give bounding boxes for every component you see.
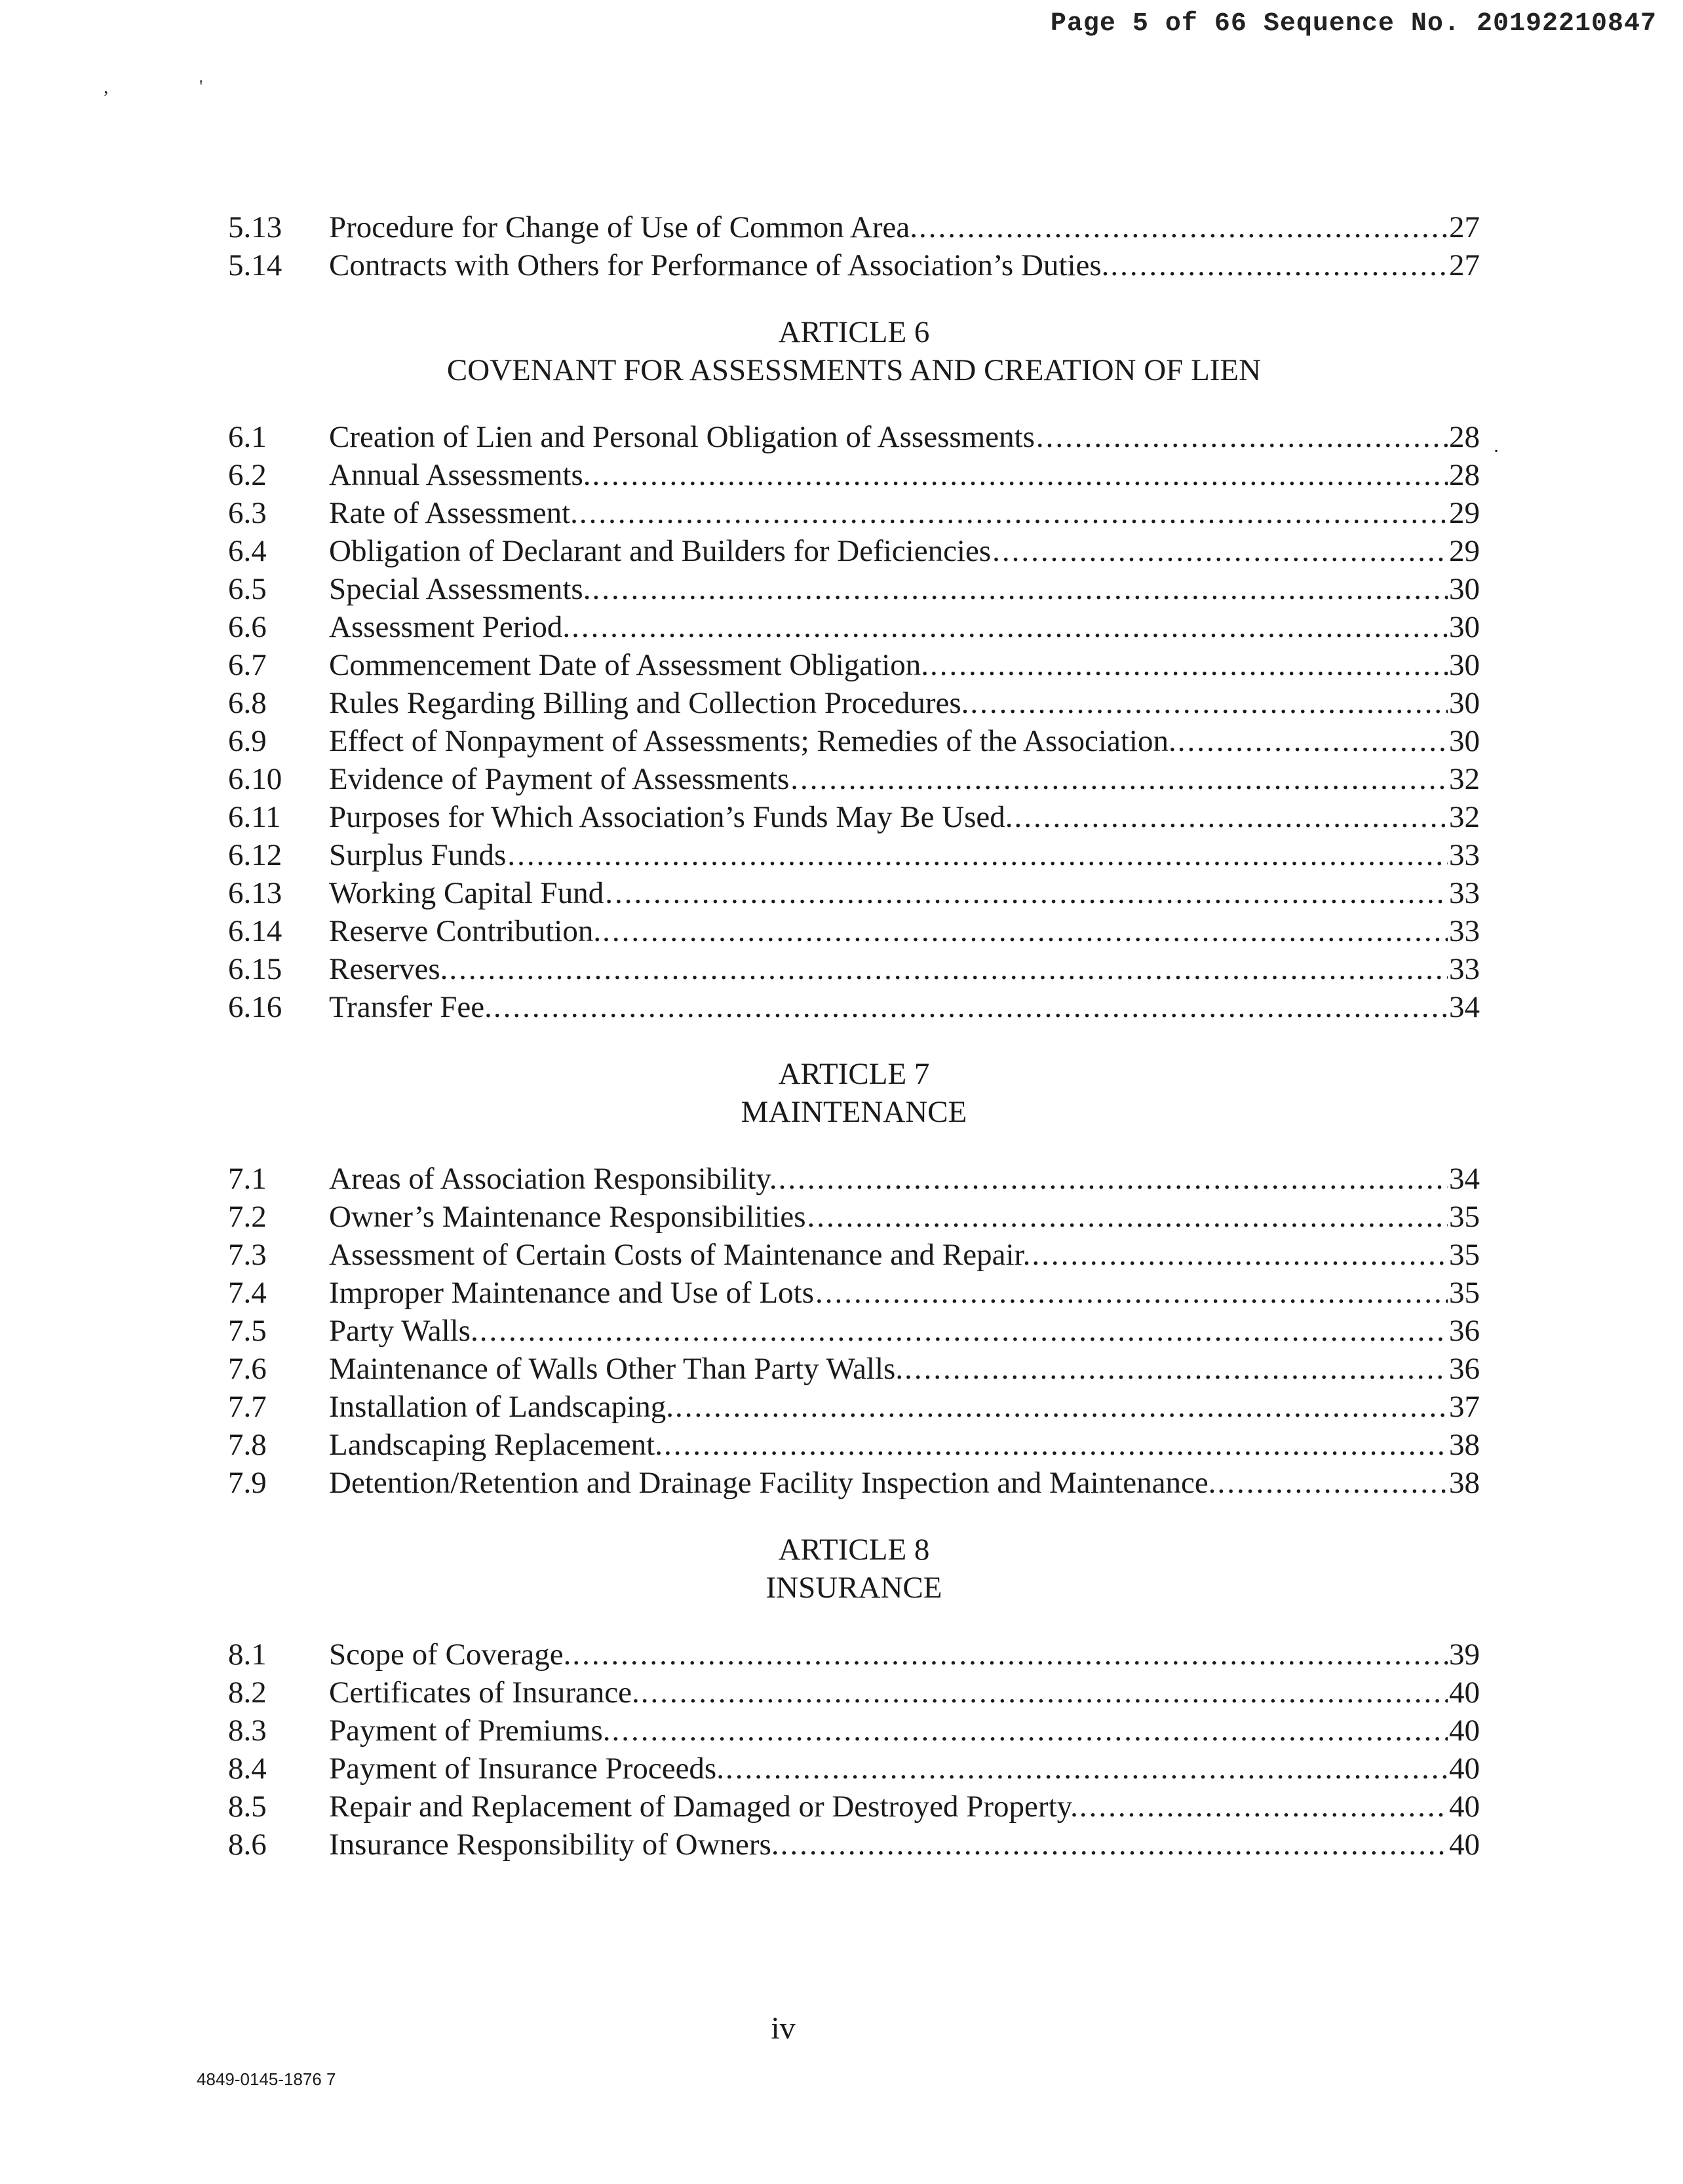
toc-entry-page: 38 bbox=[1449, 1466, 1480, 1500]
toc-entry-page: 36 bbox=[1449, 1352, 1480, 1386]
toc-entry-page: 27 bbox=[1449, 210, 1480, 244]
toc-entry-title: Evidence of Payment of Assessments bbox=[329, 762, 790, 796]
toc-entry-number: 6.10 bbox=[228, 762, 282, 796]
toc-entry-page: 35 bbox=[1449, 1200, 1480, 1234]
toc-entry-page: 28 bbox=[1449, 420, 1480, 454]
article-title: INSURANCE bbox=[765, 1571, 942, 1605]
toc-entry bbox=[228, 208, 1480, 246]
toc-dot-leader bbox=[919, 208, 1448, 246]
toc-entry-title: Procedure for Change of Use of Common Area. bbox=[329, 210, 918, 244]
toc-entry-number: 7.2 bbox=[228, 1200, 267, 1234]
toc-entry-number: 7.1 bbox=[228, 1162, 267, 1196]
toc-entry-title: Assessment of Certain Costs of Maintenance and Repair. bbox=[329, 1238, 1031, 1272]
toc-entry-title: Detention/Retention and Drainage Facility Inspection and Maintenance. bbox=[329, 1466, 1216, 1500]
toc-entry-number: 6.16 bbox=[228, 990, 282, 1024]
toc-entry-title: Owner’s Maintenance Responsibilities bbox=[329, 1200, 806, 1234]
toc-entry-title: Rate of Assessment. bbox=[329, 496, 578, 530]
toc-entry-page: 27 bbox=[1449, 248, 1480, 282]
toc-entry bbox=[228, 1826, 1480, 1864]
toc-entry bbox=[228, 988, 1480, 1026]
toc-entry-number: 6.9 bbox=[228, 724, 267, 758]
toc-entry bbox=[228, 1674, 1480, 1712]
toc-entry-number: 6.13 bbox=[228, 876, 282, 910]
toc-entry-page: 40 bbox=[1449, 1828, 1480, 1862]
toc-entry-page: 30 bbox=[1449, 610, 1480, 644]
toc-entry-number: 5.14 bbox=[228, 248, 282, 282]
toc-entry bbox=[228, 684, 1480, 722]
article-heading bbox=[228, 1055, 1480, 1131]
toc-entry-page: 40 bbox=[1449, 1676, 1480, 1710]
toc-entry bbox=[228, 760, 1480, 798]
toc-dot-leader bbox=[592, 456, 1448, 494]
article-title: MAINTENANCE bbox=[741, 1095, 967, 1129]
toc-entry-number: 6.1 bbox=[228, 420, 267, 454]
toc-dot-leader bbox=[1217, 1464, 1448, 1502]
toc-entry-title: Contracts with Others for Performance of Association’s Duties. bbox=[329, 248, 1110, 282]
toc-entry-page: 36 bbox=[1449, 1314, 1480, 1348]
toc-entry-number: 6.6 bbox=[228, 610, 267, 644]
toc-entry-page: 33 bbox=[1449, 914, 1480, 948]
toc-dot-leader bbox=[579, 494, 1448, 532]
toc-entry-title: Maintenance of Walls Other Than Party Walls. bbox=[329, 1352, 904, 1386]
toc-entry-page: 30 bbox=[1449, 686, 1480, 720]
toc-entry-title: Annual Assessments. bbox=[329, 458, 591, 492]
toc-entry-page: 39 bbox=[1449, 1638, 1480, 1672]
toc-entry bbox=[228, 1426, 1480, 1464]
toc-entry-number: 7.5 bbox=[228, 1314, 267, 1348]
toc-entry bbox=[228, 1312, 1480, 1350]
toc-entry bbox=[228, 1160, 1480, 1198]
toc-entry-page: 35 bbox=[1449, 1238, 1480, 1272]
toc-entry-title: Special Assessments. bbox=[329, 572, 591, 606]
toc-entry-title: Effect of Nonpayment of Assessments; Remedies of the Association. bbox=[329, 724, 1176, 758]
toc-entry bbox=[228, 722, 1480, 760]
toc-entry bbox=[228, 570, 1480, 608]
toc-dot-leader bbox=[904, 1350, 1448, 1388]
page-number: iv bbox=[771, 2011, 796, 2046]
toc-entry-title: Repair and Replacement of Damaged or Destroyed Property. bbox=[329, 1790, 1078, 1824]
toc-entry-page: 40 bbox=[1449, 1790, 1480, 1824]
toc-dot-leader bbox=[815, 1274, 1448, 1312]
toc-dot-leader bbox=[930, 646, 1448, 684]
toc-entry bbox=[228, 1464, 1480, 1502]
toc-entry-number: 5.13 bbox=[228, 210, 282, 244]
toc-entry-title: Reserve Contribution. bbox=[329, 914, 602, 948]
toc-entry-page: 37 bbox=[1449, 1390, 1480, 1424]
toc-dot-leader bbox=[992, 532, 1448, 570]
toc-entry bbox=[228, 1236, 1480, 1274]
toc-dot-leader bbox=[1079, 1788, 1448, 1826]
scan-speck-right: ' bbox=[199, 76, 203, 98]
toc-dot-leader bbox=[1178, 722, 1448, 760]
article-title: COVENANT FOR ASSESSMENTS AND CREATION OF LIEN bbox=[446, 353, 1262, 387]
toc-entry-page: 29 bbox=[1449, 496, 1480, 530]
toc-entry-page: 28 bbox=[1449, 458, 1480, 492]
toc-entry-number: 8.5 bbox=[228, 1790, 267, 1824]
toc-entry-number: 8.4 bbox=[228, 1752, 267, 1786]
toc-dot-leader bbox=[605, 874, 1448, 912]
toc-entry-title: Improper Maintenance and Use of Lots bbox=[329, 1276, 814, 1310]
toc-dot-leader bbox=[1036, 418, 1448, 456]
toc-entry-title: Certificates of Insurance. bbox=[329, 1676, 640, 1710]
toc-entry bbox=[228, 1788, 1480, 1826]
toc-entry-number: 6.7 bbox=[228, 648, 267, 682]
toc-entry-page: 30 bbox=[1449, 572, 1480, 606]
toc-dot-leader bbox=[781, 1826, 1448, 1864]
toc-entry-number: 6.5 bbox=[228, 572, 267, 606]
toc-entry-number: 7.4 bbox=[228, 1276, 267, 1310]
toc-entry bbox=[228, 246, 1480, 284]
table-of-contents bbox=[228, 208, 1480, 1864]
toc-entry-number: 8.2 bbox=[228, 1676, 267, 1710]
toc-entry-page: 38 bbox=[1449, 1428, 1480, 1462]
toc-dot-leader bbox=[480, 1312, 1448, 1350]
toc-entry-page: 30 bbox=[1449, 648, 1480, 682]
toc-entry-title: Obligation of Declarant and Builders for Deficiencies bbox=[329, 534, 992, 568]
toc-entry bbox=[228, 646, 1480, 684]
toc-entry bbox=[228, 608, 1480, 646]
toc-entry-number: 6.8 bbox=[228, 686, 267, 720]
sequence-stamp: Page 5 of 66 Sequence No. 20192210847 bbox=[1050, 9, 1657, 39]
toc-entry-page: 29 bbox=[1449, 534, 1480, 568]
toc-entry bbox=[228, 1388, 1480, 1426]
toc-entry bbox=[228, 532, 1480, 570]
toc-entry-page: 30 bbox=[1449, 724, 1480, 758]
toc-entry-title: Installation of Landscaping. bbox=[329, 1390, 674, 1424]
toc-entry bbox=[228, 1636, 1480, 1674]
toc-entry-page: 34 bbox=[1449, 1162, 1480, 1196]
toc-dot-leader bbox=[641, 1674, 1448, 1712]
toc-entry-title: Landscaping Replacement. bbox=[329, 1428, 663, 1462]
toc-entry bbox=[228, 836, 1480, 874]
toc-dot-leader bbox=[1015, 798, 1448, 836]
toc-entry-number: 6.11 bbox=[228, 800, 281, 834]
toc-entry-number: 6.4 bbox=[228, 534, 267, 568]
toc-entry-page: 34 bbox=[1449, 990, 1480, 1024]
toc-entry-title: Assessment Period. bbox=[329, 610, 571, 644]
toc-dot-leader bbox=[493, 988, 1448, 1026]
article-label: ARTICLE 8 bbox=[778, 1533, 930, 1567]
toc-entry-number: 7.8 bbox=[228, 1428, 267, 1462]
toc-entry bbox=[228, 494, 1480, 532]
toc-entry-number: 7.7 bbox=[228, 1390, 267, 1424]
toc-dot-leader bbox=[449, 950, 1448, 988]
article-label: ARTICLE 6 bbox=[778, 315, 930, 349]
toc-entry-page: 33 bbox=[1449, 952, 1480, 986]
toc-entry-number: 8.6 bbox=[228, 1828, 267, 1862]
toc-entry-number: 6.12 bbox=[228, 838, 282, 872]
toc-dot-leader bbox=[571, 608, 1448, 646]
toc-entry-number: 6.3 bbox=[228, 496, 267, 530]
toc-dot-leader bbox=[592, 570, 1448, 608]
toc-entry-page: 33 bbox=[1449, 838, 1480, 872]
toc-entry bbox=[228, 1274, 1480, 1312]
toc-dot-leader bbox=[612, 1712, 1448, 1750]
toc-entry bbox=[228, 1750, 1480, 1788]
toc-entry bbox=[228, 874, 1480, 912]
toc-entry-title: Purposes for Which Association’s Funds May Be Used. bbox=[329, 800, 1013, 834]
toc-entry-number: 7.3 bbox=[228, 1238, 267, 1272]
article-label: ARTICLE 7 bbox=[778, 1057, 930, 1091]
toc-dot-leader bbox=[790, 760, 1448, 798]
toc-entry-title: Payment of Premiums. bbox=[329, 1714, 611, 1748]
toc-entry-title: Insurance Responsibility of Owners. bbox=[329, 1828, 779, 1862]
toc-entry-number: 7.9 bbox=[228, 1466, 267, 1500]
toc-entry-page: 33 bbox=[1449, 876, 1480, 910]
toc-entry bbox=[228, 456, 1480, 494]
margin-dot: · bbox=[1493, 440, 1499, 462]
toc-dot-leader bbox=[664, 1426, 1448, 1464]
toc-entry-title: Scope of Coverage. bbox=[329, 1638, 571, 1672]
toc-entry-title: Payment of Insurance Proceeds. bbox=[329, 1752, 724, 1786]
toc-entry-number: 6.15 bbox=[228, 952, 282, 986]
toc-dot-leader bbox=[725, 1750, 1448, 1788]
toc-dot-leader bbox=[807, 1198, 1448, 1236]
toc-entry-title: Areas of Association Responsibility. bbox=[329, 1162, 777, 1196]
toc-entry-title: Working Capital Fund bbox=[329, 876, 604, 910]
toc-dot-leader bbox=[1110, 246, 1448, 284]
toc-dot-leader bbox=[572, 1636, 1448, 1674]
toc-entry-number: 6.2 bbox=[228, 458, 267, 492]
toc-dot-leader bbox=[602, 912, 1448, 950]
toc-entry bbox=[228, 798, 1480, 836]
toc-entry-number: 6.14 bbox=[228, 914, 282, 948]
toc-entry-title: Surplus Funds bbox=[329, 838, 507, 872]
toc-entry-title: Commencement Date of Assessment Obligation. bbox=[329, 648, 929, 682]
toc-entry-page: 40 bbox=[1449, 1714, 1480, 1748]
toc-entry-title: Transfer Fee. bbox=[329, 990, 492, 1024]
toc-entry-number: 7.6 bbox=[228, 1352, 267, 1386]
toc-dot-leader bbox=[779, 1160, 1448, 1198]
toc-dot-leader bbox=[970, 684, 1448, 722]
toc-entry-title: Party Walls. bbox=[329, 1314, 478, 1348]
toc-entry-number: 8.3 bbox=[228, 1714, 267, 1748]
scan-speck-left: , bbox=[104, 76, 109, 98]
toc-dot-leader bbox=[507, 836, 1448, 874]
toc-entry-title: Creation of Lien and Personal Obligation of Assessments bbox=[329, 420, 1035, 454]
toc-entry bbox=[228, 1712, 1480, 1750]
toc-dot-leader bbox=[675, 1388, 1448, 1426]
toc-entry-page: 40 bbox=[1449, 1752, 1480, 1786]
toc-entry bbox=[228, 950, 1480, 988]
toc-entry-number: 8.1 bbox=[228, 1638, 267, 1672]
toc-entry-page: 32 bbox=[1449, 762, 1480, 796]
toc-entry bbox=[228, 912, 1480, 950]
toc-entry-page: 35 bbox=[1449, 1276, 1480, 1310]
toc-entry-title: Reserves. bbox=[329, 952, 448, 986]
article-heading bbox=[228, 313, 1480, 389]
toc-entry bbox=[228, 1350, 1480, 1388]
toc-entry bbox=[228, 1198, 1480, 1236]
article-heading bbox=[228, 1531, 1480, 1607]
toc-dot-leader bbox=[1032, 1236, 1448, 1274]
toc-entry bbox=[228, 418, 1480, 456]
toc-entry-title: Rules Regarding Billing and Collection Procedures. bbox=[329, 686, 969, 720]
document-id: 4849-0145-1876 7 bbox=[197, 2069, 336, 2089]
toc-entry-page: 32 bbox=[1449, 800, 1480, 834]
